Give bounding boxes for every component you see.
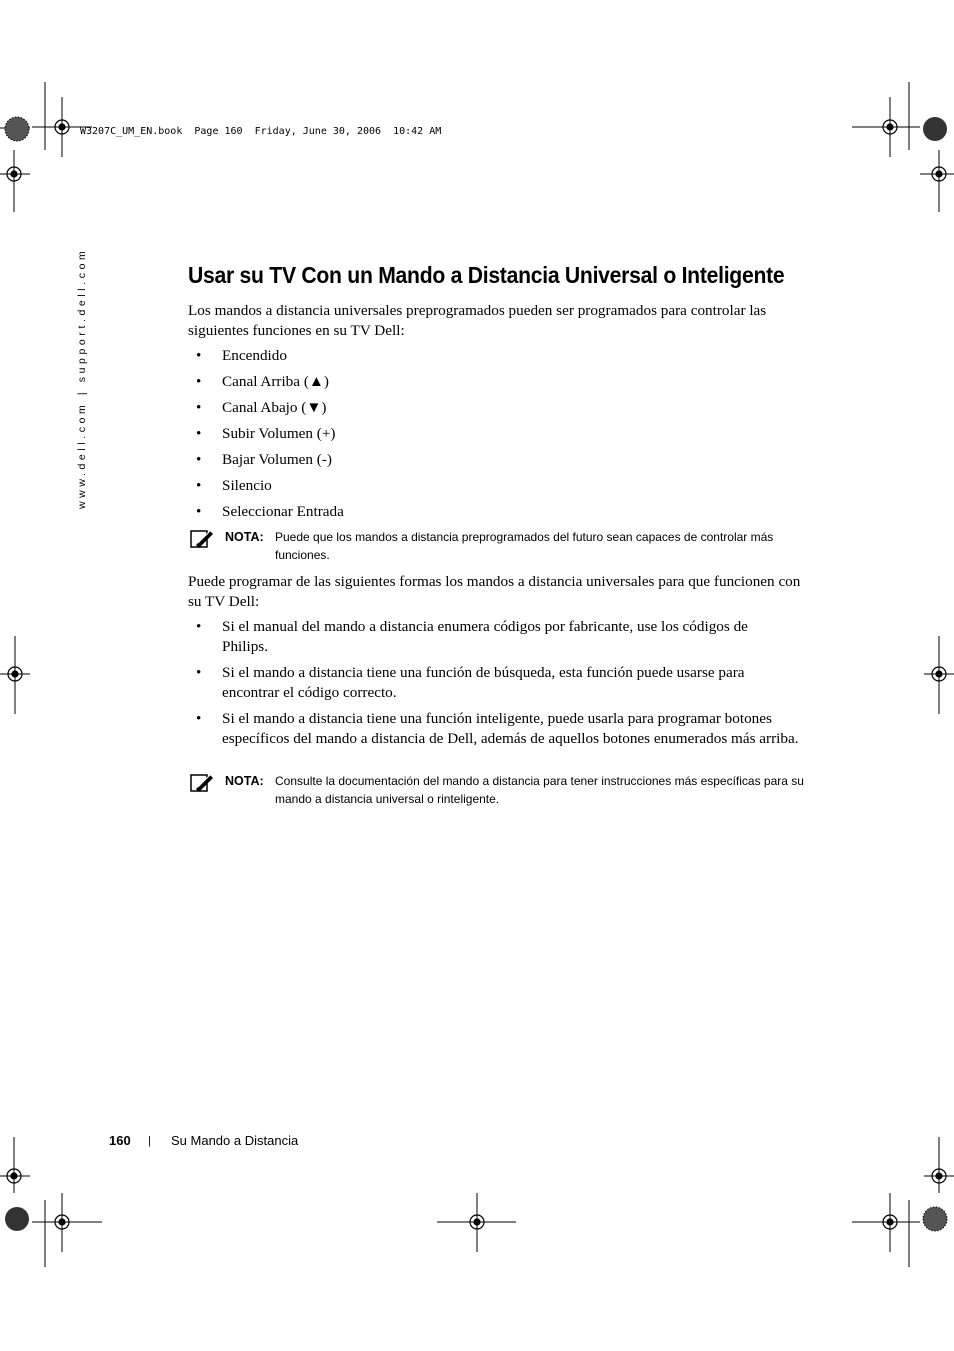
- page-heading: Usar su TV Con un Mando a Distancia Universal o Inteligente: [188, 262, 785, 288]
- list-item: • Canal Arriba (▲): [196, 373, 329, 390]
- note-text: Puede que los mandos a distancia preprogramados del futuro sean capaces de controlar más funciones.: [275, 530, 774, 562]
- list-item: • Si el mando a distancia tiene una función inteligente, puede usarla para programar botones específicos del mando a distancia de Dell, además de aquellos botones enumerados más arriba.: [196, 710, 799, 747]
- footer-separator: |: [148, 1135, 151, 1147]
- pencil-note-icon: [190, 529, 214, 549]
- list-item: • Seleccionar Entrada: [196, 503, 344, 520]
- methods-list: [188, 617, 813, 749]
- functions-list: [188, 346, 813, 522]
- printer-info: W3207C_UM_EN.book Page 160 Friday, June 30, 2006 10:42 AM: [80, 126, 442, 137]
- list-item: • Silencio: [196, 477, 272, 494]
- pencil-note-icon: [190, 773, 214, 793]
- list-item: • Subir Volumen (+): [196, 425, 336, 442]
- footer-section-title: Su Mando a Distancia: [171, 1133, 299, 1148]
- note-label: NOTA:: [225, 774, 264, 788]
- list-item: • Canal Abajo (▼): [196, 399, 327, 416]
- note-text: Consulte la documentación del mando a distancia para tener instrucciones más específicas para su mando a distancia universal o rinteligente.: [275, 774, 804, 806]
- list-item: • Encendido: [196, 347, 287, 364]
- intro-paragraph: Los mandos a distancia universales preprogramados pueden ser programados para controlar las siguientes funciones en su TV Dell:: [188, 302, 767, 339]
- note-label: NOTA:: [225, 530, 264, 544]
- note-callout: [188, 773, 818, 809]
- page-number: 160: [109, 1133, 131, 1148]
- list-item: • Si el manual del mando a distancia enumera códigos por fabricante, use los códigos de Philips.: [196, 618, 748, 655]
- side-url: www.dell.com | support.dell.com: [76, 247, 88, 509]
- list-item: • Bajar Volumen (-): [196, 451, 332, 468]
- methods-intro: Puede programar de las siguientes formas los mandos a distancia universales para que funcionen con su TV Dell:: [188, 573, 801, 610]
- note-callout: [188, 529, 818, 565]
- list-item: • Si el mando a distancia tiene una función de búsqueda, esta función puede usarse para encontrar el código correcto.: [196, 664, 745, 701]
